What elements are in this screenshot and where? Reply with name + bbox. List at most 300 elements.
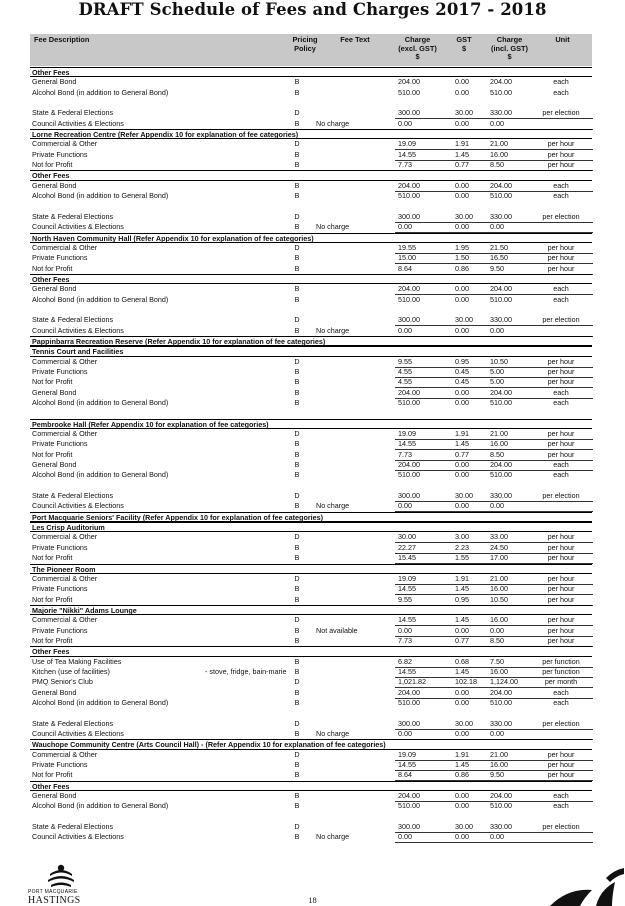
gst-amount: 0.00 — [455, 294, 469, 304]
section-title: Pembrooke Hall (Refer Appendix 10 for explanation of fee categories) — [32, 419, 269, 429]
gst-amount: 1.91 — [455, 749, 469, 759]
table-row — [30, 770, 592, 780]
table-row — [30, 119, 592, 129]
pricing-policy: B — [294, 666, 300, 676]
fee-description: Private Functions — [32, 584, 88, 594]
charge-excl-gst: 15.00 — [398, 253, 416, 263]
section-title: Other Fees — [32, 171, 70, 181]
charge-excl-gst: 7.73 — [398, 160, 412, 170]
pricing-policy: D — [294, 822, 300, 832]
gst-amount: 0.00 — [455, 801, 469, 811]
section-title: Majorie "Nikki" Adams Lounge — [32, 605, 137, 615]
section-title: Other Fees — [32, 274, 70, 284]
fee-description: Not for Profit — [32, 770, 73, 780]
pricing-policy: B — [294, 118, 300, 128]
table-row — [30, 801, 592, 822]
charge-incl-gst: 0.00 — [490, 625, 504, 635]
fee-description: Commercial & Other — [32, 532, 98, 542]
pricing-policy: B — [294, 377, 300, 387]
charge-incl-gst: 7.50 — [490, 656, 504, 666]
table-row — [30, 398, 592, 419]
fee-description: Commercial & Other — [32, 429, 98, 439]
pricing-policy: B — [294, 729, 300, 738]
charge-incl-gst: 8.50 — [490, 160, 504, 170]
charge-incl-gst: 510.00 — [490, 398, 512, 407]
charge-incl-gst: 0.00 — [490, 118, 504, 128]
charge-incl-gst: 0.00 — [490, 325, 504, 335]
unit: per hour — [547, 263, 575, 273]
fee-description: Private Functions — [32, 366, 88, 376]
charge-excl-gst: 510.00 — [398, 87, 420, 97]
charge-incl-gst: 16.00 — [490, 584, 508, 594]
pricing-policy: D — [294, 749, 300, 759]
charge-excl-gst: 510.00 — [398, 294, 420, 304]
fee-description: State & Federal Elections — [32, 718, 114, 728]
table-row — [30, 791, 592, 801]
table-row — [30, 688, 592, 698]
unit: per hour — [547, 449, 575, 459]
charge-excl-gst: 19.55 — [398, 242, 416, 252]
charge-incl-gst: 16.00 — [490, 760, 508, 770]
table-row — [30, 450, 592, 460]
fee-description: Private Functions — [32, 149, 88, 159]
charge-excl-gst: 510.00 — [398, 398, 420, 407]
charge-incl-gst: 5.00 — [490, 366, 504, 376]
unit: each — [553, 460, 569, 470]
fee-description: Council Activities & Elections — [32, 325, 124, 335]
section-title: Other Fees — [32, 781, 70, 791]
fee-description: Council Activities & Elections — [32, 222, 124, 232]
fee-description: Commercial & Other — [32, 615, 98, 625]
gst-amount: 0.00 — [455, 687, 469, 697]
pricing-policy: D — [294, 429, 300, 439]
fee-description: Alcohol Bond (in addition to General Bond) — [32, 398, 169, 407]
unit: per hour — [547, 542, 575, 552]
fee-description: General Bond — [32, 387, 77, 397]
charge-incl-gst: 330.00 — [490, 822, 512, 832]
charge-excl-gst: 510.00 — [398, 470, 420, 480]
gst-amount: 0.00 — [455, 791, 469, 801]
table-row — [30, 719, 592, 729]
charge-excl-gst: 204.00 — [398, 180, 420, 190]
gst-amount: 1.55 — [455, 553, 469, 563]
gst-amount: 0.77 — [455, 160, 469, 170]
charge-incl-gst: 510.00 — [490, 191, 512, 201]
unit: per hour — [547, 532, 575, 542]
table-row — [30, 677, 592, 687]
table-row — [30, 460, 592, 470]
unit: per hour — [547, 439, 575, 449]
charge-excl-gst: 0.00 — [398, 832, 412, 842]
charge-excl-gst: 300.00 — [398, 822, 420, 832]
gst-amount: 1.91 — [455, 573, 469, 583]
table-row — [30, 657, 592, 667]
section-header — [30, 739, 592, 749]
table-row — [30, 553, 592, 563]
gst-amount: 0.00 — [455, 118, 469, 128]
charge-excl-gst: 0.00 — [398, 501, 412, 511]
fee-description: Alcohol Bond (in addition to General Bond) — [32, 294, 169, 304]
gst-amount: 0.68 — [455, 656, 469, 666]
charge-incl-gst: 16.00 — [490, 149, 508, 159]
gst-amount: 0.86 — [455, 263, 469, 273]
section-title: Les Crisp Auditorium — [32, 523, 105, 533]
gst-amount: 0.00 — [455, 398, 469, 407]
charge-incl-gst: 33.00 — [490, 532, 508, 542]
gst-amount: 30.00 — [455, 315, 473, 325]
gst-amount: 30.00 — [455, 822, 473, 832]
gst-amount: 1.45 — [455, 149, 469, 159]
fee-description: General Bond — [32, 180, 77, 190]
fee-description: Private Functions — [32, 760, 88, 770]
charge-incl-gst: 21.00 — [490, 573, 508, 583]
charge-incl-gst: 0.00 — [490, 729, 504, 738]
pricing-policy: B — [294, 253, 300, 263]
section-title: Port Macquarie Seniors' Facility (Refer Appendix 10 for explanation of fee categories) — [32, 512, 324, 522]
charge-excl-gst: 19.09 — [398, 749, 416, 759]
fee-description: Commercial & Other — [32, 749, 98, 759]
table-row — [30, 367, 592, 377]
fee-description: Use of Tea Making Facilities — [32, 656, 122, 666]
pricing-policy: B — [294, 584, 300, 594]
unit: each — [553, 801, 569, 811]
charge-excl-gst: 510.00 — [398, 801, 420, 811]
pricing-policy: B — [294, 635, 300, 645]
pricing-policy: B — [294, 791, 300, 801]
gst-amount: 0.00 — [455, 625, 469, 635]
section-title: Wauchope Community Centre (Arts Council Hall) - (Refer Appendix 10 for explanation of fee categories) — [32, 740, 386, 750]
unit: per hour — [547, 594, 575, 604]
charge-excl-gst: 6.82 — [398, 656, 412, 666]
unit: per hour — [547, 573, 575, 583]
charge-incl-gst: 330.00 — [490, 718, 512, 728]
charge-excl-gst: 19.09 — [398, 139, 416, 149]
section-header — [30, 646, 592, 656]
fee-description: Not for Profit — [32, 263, 73, 273]
pricing-policy: B — [294, 625, 300, 635]
fee-description: Council Activities & Elections — [32, 501, 124, 511]
charge-incl-gst: 16.00 — [490, 439, 508, 449]
section-title: Lorne Recreation Centre (Refer Appendix 10 for explanation of fee categories) — [32, 130, 299, 140]
unit: per election — [542, 822, 580, 832]
gst-amount: 0.45 — [455, 377, 469, 387]
pricing-policy: D — [294, 532, 300, 542]
gst-amount: 102.18 — [455, 677, 477, 687]
pricing-policy: B — [294, 398, 300, 407]
charge-incl-gst: 204.00 — [490, 460, 512, 470]
charge-incl-gst: 0.00 — [490, 222, 504, 232]
charge-excl-gst: 9.55 — [398, 594, 412, 604]
gst-amount: 1.91 — [455, 429, 469, 439]
pricing-policy: D — [294, 315, 300, 325]
fee-description: Alcohol Bond (in addition to General Bond) — [32, 87, 169, 97]
charge-incl-gst: 204.00 — [490, 687, 512, 697]
charge-excl-gst: 15.45 — [398, 553, 416, 563]
fee-text: No charge — [316, 222, 350, 232]
gst-amount: 30.00 — [455, 718, 473, 728]
pricing-policy: D — [294, 573, 300, 583]
pricing-policy: B — [294, 460, 300, 470]
charge-incl-gst: 21.00 — [490, 749, 508, 759]
fee-description: Alcohol Bond (in addition to General Bond) — [32, 470, 169, 480]
table-row — [30, 729, 592, 739]
unit: each — [553, 687, 569, 697]
charge-excl-gst: 19.09 — [398, 573, 416, 583]
pricing-policy: B — [294, 542, 300, 552]
fee-description: Not for Profit — [32, 594, 73, 604]
pricing-policy: B — [294, 656, 300, 666]
charge-incl-gst: 21.50 — [490, 242, 508, 252]
table-row — [30, 822, 592, 832]
pricing-policy: D — [294, 242, 300, 252]
charge-incl-gst: 510.00 — [490, 294, 512, 304]
pricing-policy: B — [294, 149, 300, 159]
pricing-policy: B — [294, 687, 300, 697]
gst-amount: 0.00 — [455, 697, 469, 707]
charge-incl-gst: 16.00 — [490, 666, 508, 676]
charge-excl-gst: 22.27 — [398, 542, 416, 552]
fee-text: No charge — [316, 501, 350, 511]
table-row — [30, 429, 592, 439]
gst-amount: 0.95 — [455, 594, 469, 604]
charge-incl-gst: 21.00 — [490, 139, 508, 149]
gst-amount: 0.45 — [455, 366, 469, 376]
fee-description: Council Activities & Elections — [32, 118, 124, 128]
charge-excl-gst: 14.55 — [398, 666, 416, 676]
charge-excl-gst: 0.00 — [398, 325, 412, 335]
table-row — [30, 574, 592, 584]
unit: per hour — [547, 139, 575, 149]
table-row — [30, 212, 592, 222]
table-row — [30, 377, 592, 387]
table-row — [30, 88, 592, 109]
unit: each — [553, 284, 569, 294]
charge-excl-gst: 14.55 — [398, 439, 416, 449]
charge-incl-gst: 510.00 — [490, 470, 512, 480]
pricing-policy: B — [294, 770, 300, 780]
gst-amount: 0.00 — [455, 180, 469, 190]
unit: per election — [542, 108, 580, 118]
gst-amount: 0.00 — [455, 77, 469, 87]
charge-excl-gst: 0.00 — [398, 625, 412, 635]
pricing-policy: B — [294, 832, 300, 842]
section-header — [30, 512, 592, 522]
unit: each — [553, 77, 569, 87]
table-row — [30, 181, 592, 191]
gst-amount: 0.00 — [455, 325, 469, 335]
table-row — [30, 698, 592, 719]
fee-text: No charge — [316, 832, 350, 842]
charge-excl-gst: 14.55 — [398, 584, 416, 594]
gst-amount: 1.45 — [455, 760, 469, 770]
unit: per hour — [547, 635, 575, 645]
section-title: Other Fees — [32, 68, 70, 77]
pricing-policy: B — [294, 263, 300, 273]
fee-table — [30, 67, 592, 843]
fee-text: Not available — [316, 625, 358, 635]
fee-text: No charge — [316, 729, 350, 738]
table-row — [30, 315, 592, 325]
pricing-policy: B — [294, 553, 300, 563]
council-logo — [28, 862, 93, 906]
unit: each — [553, 191, 569, 201]
fee-description: Private Functions — [32, 542, 88, 552]
fee-description: Commercial & Other — [32, 139, 98, 149]
table-row — [30, 491, 592, 501]
table-row — [30, 501, 592, 511]
section-header — [30, 129, 592, 139]
fee-description: General Bond — [32, 791, 77, 801]
charge-incl-gst: 5.00 — [490, 377, 504, 387]
charge-incl-gst: 510.00 — [490, 87, 512, 97]
table-row — [30, 284, 592, 294]
section-header — [30, 67, 592, 77]
charge-incl-gst: 204.00 — [490, 180, 512, 190]
gst-amount: 1.91 — [455, 139, 469, 149]
charge-excl-gst: 7.73 — [398, 635, 412, 645]
pricing-policy: B — [294, 294, 300, 304]
gst-amount: 0.95 — [455, 356, 469, 366]
charge-excl-gst: 300.00 — [398, 718, 420, 728]
gst-amount: 0.77 — [455, 635, 469, 645]
gst-amount: 0.00 — [455, 832, 469, 842]
table-row — [30, 139, 592, 149]
fee-description: Kitchen (use of facilities) — [32, 666, 110, 676]
charge-incl-gst: 0.00 — [490, 501, 504, 511]
unit: per hour — [547, 149, 575, 159]
charge-incl-gst: 204.00 — [490, 387, 512, 397]
unit: per election — [542, 718, 580, 728]
section-header — [30, 233, 592, 243]
table-row — [30, 160, 592, 170]
charge-excl-gst: 4.55 — [398, 377, 412, 387]
fee-description: State & Federal Elections — [32, 491, 114, 501]
header-charge-excl: Charge (excl. GST) $ — [398, 35, 437, 62]
unit: per election — [542, 315, 580, 325]
page-title: DRAFT Schedule of Fees and Charges 2017 - 2018 — [78, 0, 547, 19]
gst-amount: 1.45 — [455, 439, 469, 449]
pricing-policy: B — [294, 387, 300, 397]
gst-amount: 0.00 — [455, 87, 469, 97]
unit: per function — [542, 656, 580, 666]
fee-description: Alcohol Bond (in addition to General Bond) — [32, 697, 169, 707]
unit: per hour — [547, 356, 575, 366]
table-row — [30, 626, 592, 636]
pricing-policy: B — [294, 180, 300, 190]
fee-description-detail: - stove, fridge, bain-marie — [205, 666, 287, 676]
section-header — [30, 274, 592, 284]
charge-excl-gst: 510.00 — [398, 697, 420, 707]
fee-description: General Bond — [32, 77, 77, 87]
charge-incl-gst: 330.00 — [490, 211, 512, 221]
fee-text: No charge — [316, 325, 350, 335]
gst-amount: 1.95 — [455, 242, 469, 252]
gst-amount: 0.00 — [455, 191, 469, 201]
unit: per hour — [547, 253, 575, 263]
charge-excl-gst: 204.00 — [398, 460, 420, 470]
unit: each — [553, 470, 569, 480]
gst-amount: 1.45 — [455, 666, 469, 676]
fee-description: Private Functions — [32, 439, 88, 449]
header-unit: Unit — [555, 35, 570, 44]
unit: per hour — [547, 160, 575, 170]
table-row — [30, 222, 592, 232]
table-row — [30, 253, 592, 263]
unit: per hour — [547, 377, 575, 387]
gst-amount: 30.00 — [455, 491, 473, 501]
pricing-policy: B — [294, 801, 300, 811]
unit: each — [553, 387, 569, 397]
unit: each — [553, 697, 569, 707]
charge-incl-gst: 8.50 — [490, 635, 504, 645]
gst-amount: 30.00 — [455, 108, 473, 118]
charge-excl-gst: 510.00 — [398, 191, 420, 201]
table-row — [30, 750, 592, 760]
table-row — [30, 243, 592, 253]
pricing-policy: B — [294, 594, 300, 604]
charge-excl-gst: 14.55 — [398, 760, 416, 770]
pricing-policy: B — [294, 470, 300, 480]
table-row — [30, 760, 592, 770]
table-row — [30, 326, 592, 336]
gst-amount: 0.00 — [455, 222, 469, 232]
gst-amount: 0.00 — [455, 729, 469, 738]
charge-incl-gst: 330.00 — [490, 491, 512, 501]
gst-amount: 1.45 — [455, 615, 469, 625]
fee-description: Not for Profit — [32, 635, 73, 645]
charge-excl-gst: 8.64 — [398, 263, 412, 273]
section-title: The Pioneer Room — [32, 564, 96, 574]
unit: per election — [542, 491, 580, 501]
unit: per hour — [547, 242, 575, 252]
header-gst: GST $ — [456, 35, 472, 53]
fee-description: Commercial & Other — [32, 242, 98, 252]
fee-description: Council Activities & Elections — [32, 729, 124, 738]
charge-incl-gst: 510.00 — [490, 801, 512, 811]
table-header — [30, 34, 592, 66]
unit: per hour — [547, 749, 575, 759]
pricing-policy: D — [294, 718, 300, 728]
charge-incl-gst: 16.50 — [490, 253, 508, 263]
charge-excl-gst: 0.00 — [398, 222, 412, 232]
charge-incl-gst: 510.00 — [490, 697, 512, 707]
section-title: Other Fees — [32, 647, 70, 657]
unit: per election — [542, 211, 580, 221]
fee-description: PMQ Senior's Club — [32, 677, 93, 687]
unit: each — [553, 180, 569, 190]
logo-text-line2: HASTINGS — [28, 895, 81, 906]
table-row — [30, 470, 592, 491]
fee-description: Private Functions — [32, 253, 88, 263]
fee-description: State & Federal Elections — [32, 108, 114, 118]
section-header — [30, 522, 592, 532]
charge-excl-gst: 7.73 — [398, 449, 412, 459]
section-header — [30, 170, 592, 180]
charge-excl-gst: 14.55 — [398, 149, 416, 159]
unit: each — [553, 294, 569, 304]
unit: each — [553, 87, 569, 97]
fee-description: Commercial & Other — [32, 573, 98, 583]
charge-incl-gst: 330.00 — [490, 108, 512, 118]
pricing-policy: B — [294, 501, 300, 511]
charge-excl-gst: 204.00 — [398, 791, 420, 801]
fee-description: State & Federal Elections — [32, 315, 114, 325]
charge-excl-gst: 14.55 — [398, 615, 416, 625]
charge-excl-gst: 19.09 — [398, 429, 416, 439]
table-row — [30, 667, 592, 677]
section-title: Tennis Court and Facilities — [32, 347, 124, 357]
charge-excl-gst: 4.55 — [398, 366, 412, 376]
